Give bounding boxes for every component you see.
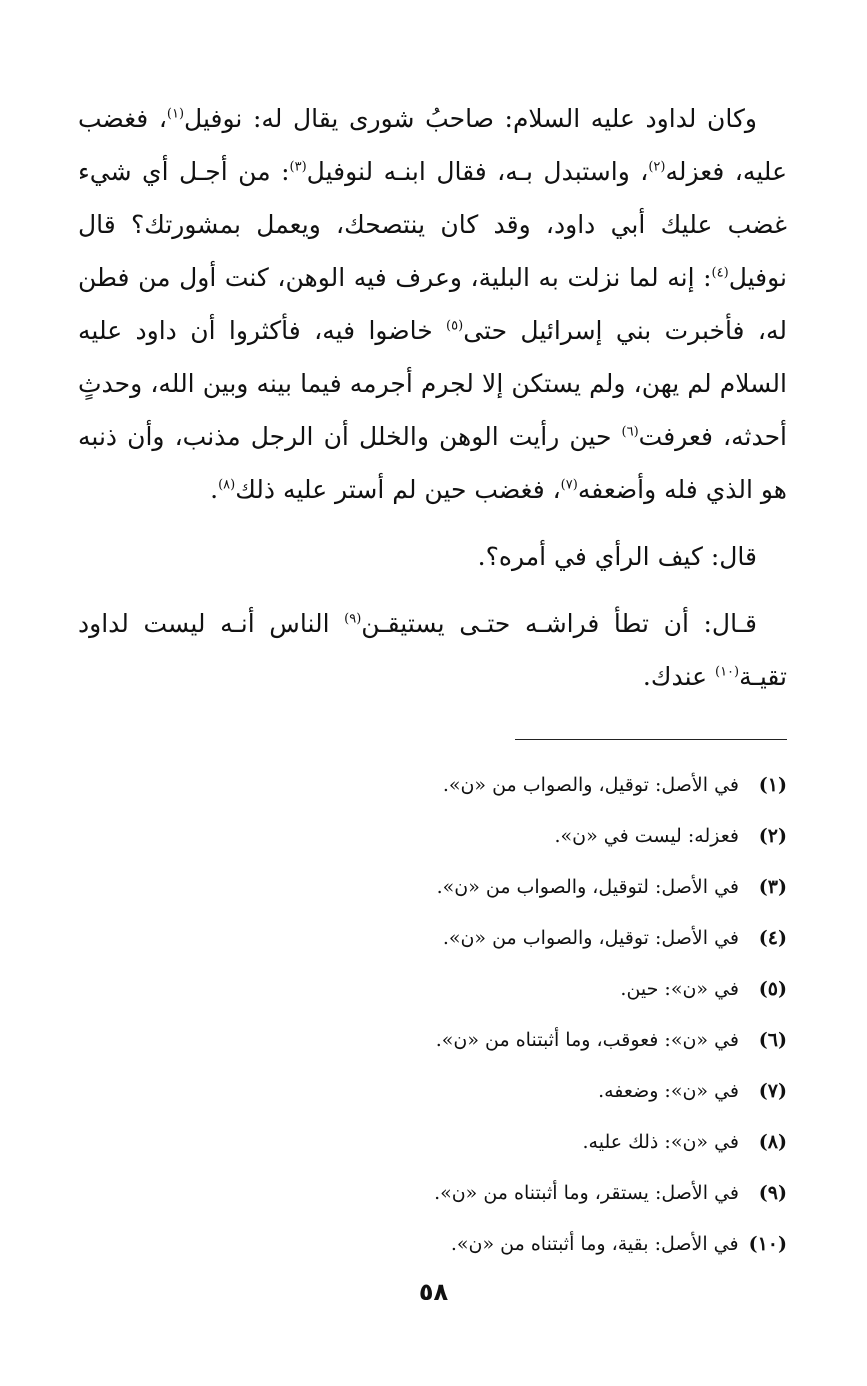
footnote-item [78,862,787,913]
main-text [78,92,787,703]
footnote-item [78,760,787,811]
footnote-reference[interactable]: (٩) [344,611,362,627]
footnote-item [78,1168,787,1219]
page-number: ٥٨ [418,1278,449,1306]
footnote-reference[interactable]: (٢) [648,159,666,175]
footnote-number: (١٠) [748,1233,787,1255]
paragraph-text: قال: كيف الرأي في أمره؟. [477,542,757,571]
footnote-reference[interactable]: (٤) [711,265,729,281]
body-paragraph [78,92,787,516]
footnote-number: (٢) [758,825,787,847]
body-paragraph [78,530,787,583]
footnote-reference[interactable]: (٦) [621,424,639,440]
footnote-number: (٧) [758,1080,787,1102]
paragraph-text: : من أجـل أي شيء غضب عليك أبي داود، وقد كان ينتصحك، ويعمل بمشورتك؟ قال نوفيل [78,157,787,292]
footnote-text: في الأصل: يستقر، وما أثبتناه من «ن». [434,1182,739,1204]
paragraph-text: حين رأيت الوهن والخلل أن الرجل مذنب، وأن ذنبه هو الذي فله وأضعفه [78,422,787,504]
footnote-reference[interactable]: (٥) [446,318,464,334]
footnote-separator [515,739,787,740]
footnote-text: فعزله: ليست في «ن». [554,825,739,847]
footnote-text: في «ن»: فعوقب، وما أثبتناه من «ن». [435,1029,739,1051]
footnote-number: (١) [758,774,787,796]
footnote-item [78,913,787,964]
paragraph-text: خاضوا فيه، فأكثروا أن داود عليه السلام لم يهن، ولم يستكن إلا لجرم أجرمه فيما بينه وبين الله، وحدثٍ أحدثه، فعرفت [78,316,787,451]
paragraph-text: الناس أنـه ليست لداود تقيـة [78,609,787,691]
footnote-text: في الأصل: بقية، وما أثبتناه من «ن». [450,1233,739,1255]
footnote-item [78,1015,787,1066]
footnote-text: في الأصل: توقيل، والصواب من «ن». [442,774,739,796]
paragraph-text: عندك. [642,662,715,691]
paragraph-text: : إنه لما نزلت به البلية، وعرف فيه الوهن، كنت أول من فطن له، فأخبرت بني إسرائيل حتى [78,263,787,345]
footnote-number: (٥) [758,978,787,1000]
paragraph-text: ، فغضب عليه، فعزله [78,104,787,186]
footnote-number: (٦) [758,1029,787,1051]
paragraph-text: قـال: أن تطأ فراشـه حتـى يستيقـن [361,609,757,638]
footnote-item [78,1066,787,1117]
footnote-number: (٣) [758,876,787,898]
footnote-reference[interactable]: (٨) [218,477,236,493]
footnote-number: (٤) [758,927,787,949]
footnote-text: في «ن»: ذلك عليه. [582,1131,739,1153]
footnote-number: (٨) [758,1131,787,1153]
footnote-item [78,964,787,1015]
footnote-text: في الأصل: توقيل، والصواب من «ن». [442,927,739,949]
footnote-text: في «ن»: وضعفه. [598,1080,739,1102]
paragraph-text: . [210,475,219,504]
page-body [78,92,787,703]
footnote-text: في «ن»: حين. [620,978,739,1000]
footnote-item [78,1219,787,1270]
footnote-reference[interactable]: (١٠) [714,664,740,680]
paragraph-text: ، واستبدل بـه، فقال ابنـه لنوفيل [306,157,649,186]
footnote-text: في الأصل: لتوقيل، والصواب من «ن». [436,876,739,898]
footnote-reference[interactable]: (١) [166,106,185,122]
footnotes-list [78,760,787,1270]
footnote-number: (٩) [758,1182,787,1204]
footnote-reference[interactable]: (٣) [289,159,307,175]
footnote-item [78,811,787,862]
footnote-item [78,1117,787,1168]
body-paragraph [78,597,787,703]
footnote-reference[interactable]: (٧) [560,477,578,493]
paragraph-text: ، فغضب حين لم أستر عليه ذلك [235,475,561,504]
paragraph-text: وكان لداود عليه السلام: صاحبُ شورى يقال له: نوفيل [184,104,757,133]
